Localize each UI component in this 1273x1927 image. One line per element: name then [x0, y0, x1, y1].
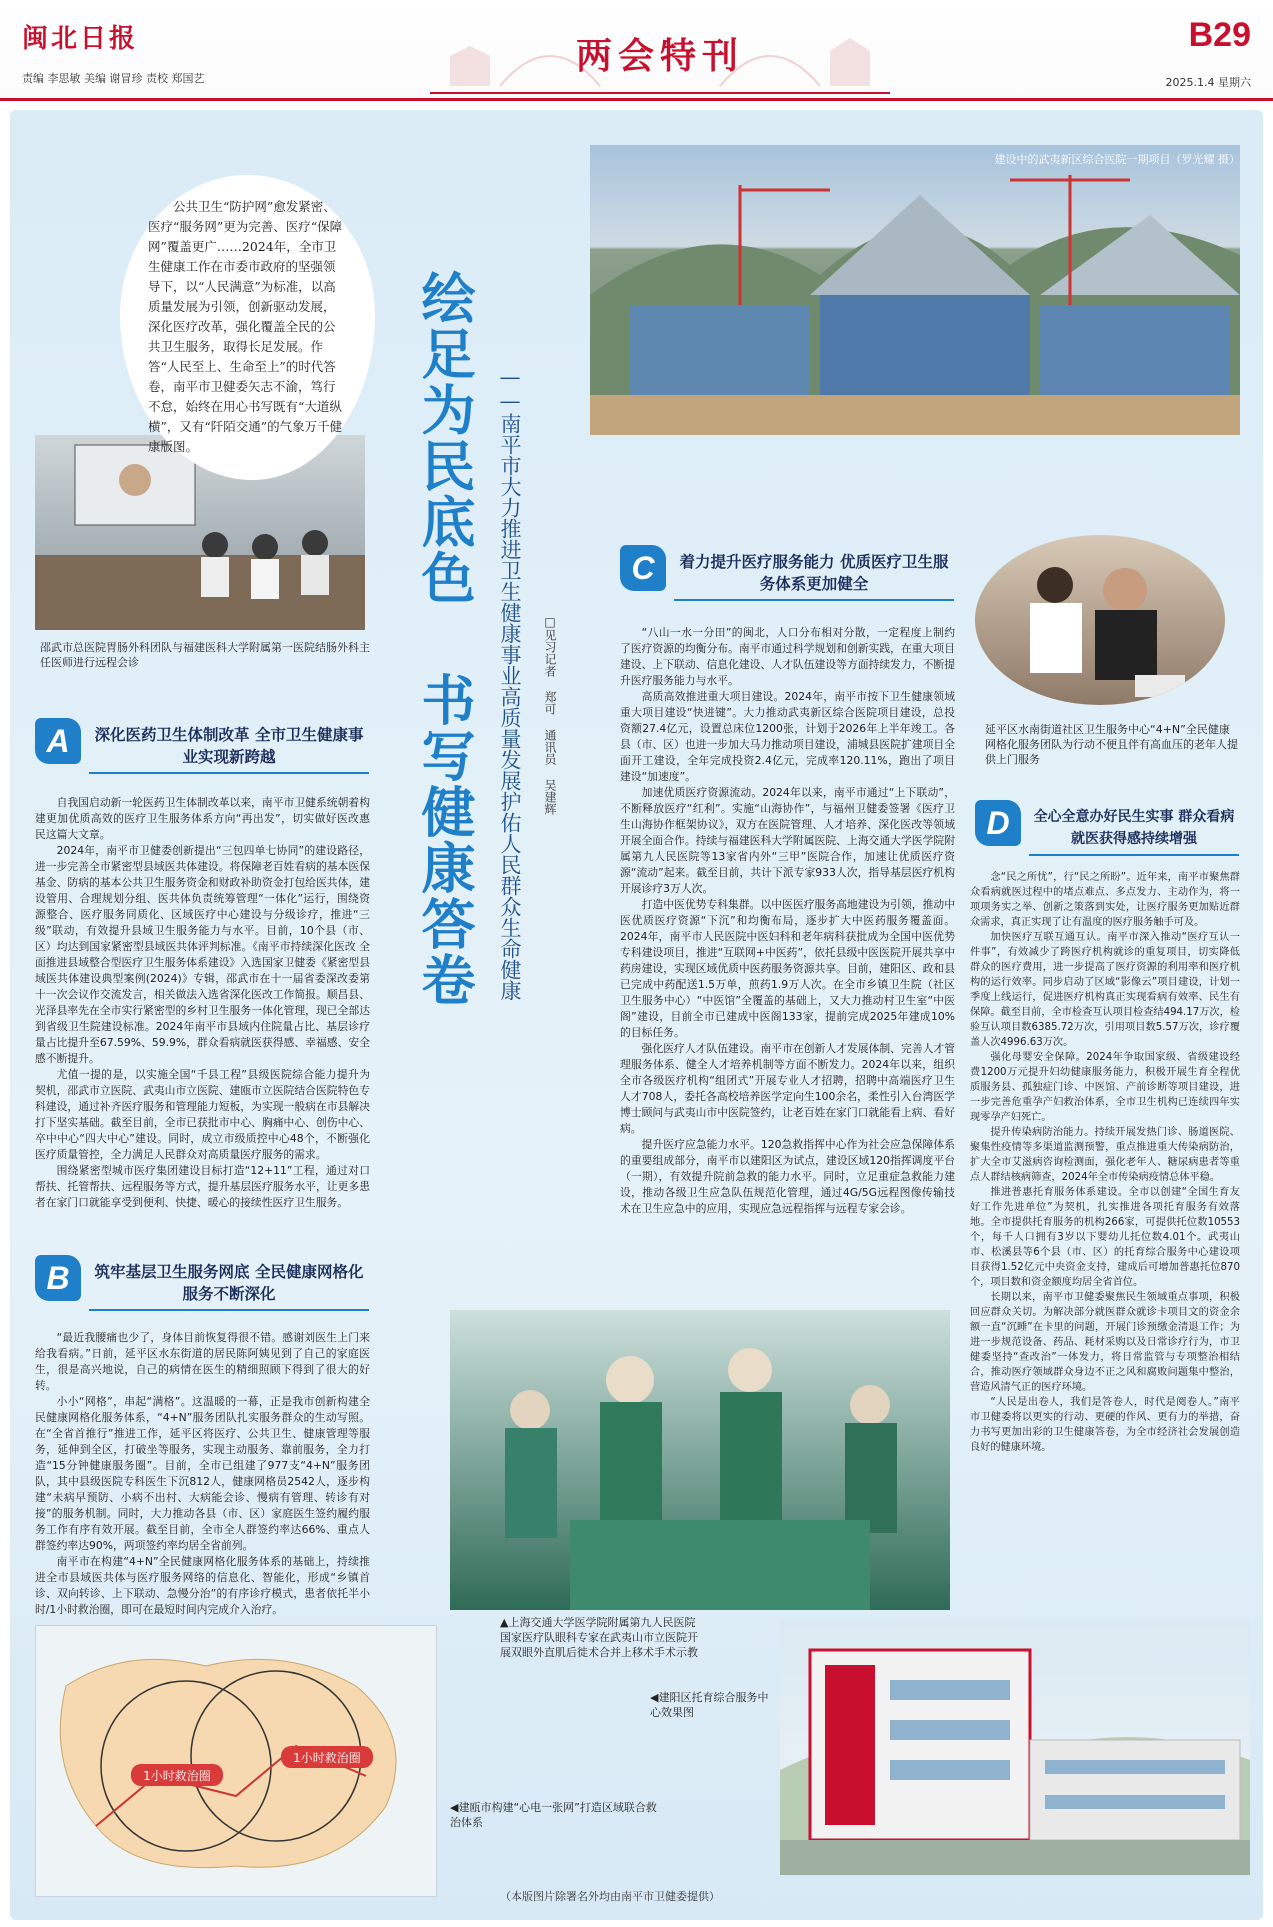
section-b-para: “最近我腰痛也少了，身体目前恢复得很不错。感谢刘医生上门来给我看病。”日前，延平区水东街道的居民陈阿姨见到了自己的家庭医生，很是高兴地说，自己的病情在医生的精细照顾下得到了很大的好转。 [35, 1331, 370, 1392]
section-c-para: 打造中医优势专科集群。以中医医疗服务高地建设为引领，推动中医优质医疗资源“下沉”和均衡布局，逐步扩大中医药服务覆盖面。2024年，南平市人民医院中医妇科和老年病科获批成为全国中医优势专科建设项目，推进“互联网+中医药”，依托县级中医医院开展共享中药房建设，实现区域优质中医药服务资源共享。目前，建阳区、政和县已完成中药配送1.5万单，煎药1.9万人次。在全市乡镇卫生院（社区卫生服务中心）“中医馆”全覆盖的基础上，又大力推动村卫生室“中医阁”建设，目前全市已建成中医阁133家，提前完成2025年建成10%的目标任务。 [620, 898, 955, 1039]
caption-construction: 建设中的武夷新区综合医院一期项目（罗光耀 摄） [994, 153, 1240, 166]
section-b-title: 筑牢基层卫生服务网底 全民健康网格化服务不断深化 [89, 1261, 369, 1311]
section-d-para: 加快医疗互联互通互认。南平市深入推动“医疗互认一件事”，有效减少了跨医疗机构就诊的重复项目，切实降低群众的医疗费用，进一步提高了医疗资源的利用率和医疗机构的运行效率。同步启动了区域“影像云”项目建设，计划一季度上线运行，促进医疗机构真正实现看病有效率、民生有保障。截至目前，全市检查互认项目检查结494.17万次，检验互认项目数6385.72万次，引用项目数5.57万次，诊疗覆盖人次4996.63万次。 [970, 932, 1240, 1048]
section-c-para: 加速优质医疗资源流动。2024年以来，南平市通过“上下联动”，不断释放医疗“红利”。实施“山海协作”，与福州卫健委签署《医疗卫生山海协作框架协议》，双方在医院管理、人才培养、深化医改等领域开展全面合作。持续与福建医科大学附属医院、上海交通大学医学院附属第九人民医院等13家省内外“三甲”医院合作，加速让优质医疗资源“流动”起来。截至目前，共计下派专家933人次，指导基层医疗机构开展诊疗3万人次。 [620, 786, 955, 895]
map-label-right: 1小时救治圈 [293, 1751, 361, 1765]
section-c-letter: C [620, 545, 666, 591]
photo-credit: （本版图片除署名外均由南平市卫健委提供） [500, 1890, 720, 1903]
section-d-heading [975, 800, 1245, 856]
rescue-circle-map [35, 1625, 437, 1897]
section-d-para: “人民是出卷人，我们是答卷人，时代是阅卷人。”南平市卫健委将以更实的行动、更硬的作风、更有力的举措，奋力书写更加出彩的卫生健康答卷，为全市经济社会发展创造良好的健康环境。 [970, 1397, 1240, 1453]
section-a-para: 2024年，南平市卫健委创新提出“三包四单七协同”的建设路径，进一步完善全市紧密型县域医共体建设。将保障老百姓看病的基本医保基金、防病的基本公共卫生服务资金和财政补助资金打包给医共体，建设管用、合理规划分组、医共体负责统筹管理“一体化”运行，围绕资源整合、医疗服务同质化、区域医疗中心建设与分级诊疗，推进“三级”联动，有效提升县域卫生服务能力与水平。目前，10个县（市、区）均达到国家紧密型县域医共体评判标准。《南平市持续深化医改 全面推进县域整合型医疗卫生服务体系建设》入选国家卫健委《紧密型县域医共体建设典型案例(2024)》专辑，邵武市在十一届省委深改委第十一次会议作交流发言，相关做法入选省深化医改工作简报。顺昌县、光泽县率先在全市实行紧密型的乡村卫生服务一体化管理，现已全部达到省级卫生院建设标准。2024年南平市县域内住院量占比、基层诊疗量占比提升至67.59%、59.9%，群众看病就医获得感、幸福感、安全感不断提升。 [35, 844, 370, 1065]
section-c-para: 高质高效推进重大项目建设。2024年，南平市按下卫生健康领域重大项目建设“快进键”。大力推动武夷新区综合医院项目建设，总投资额27.4亿元，设置总床位1200张，计划于2026年上半年竣工。各县（市、区）也进一步加大马力推动项目建设，浦城县医院扩建项目全面开工建设，全年完成投资2.4亿元，完成率120.11%，跑出了项目建设“加速度”。 [620, 690, 955, 783]
map-label-left: 1小时救治圈 [143, 1769, 211, 1783]
section-c-heading [620, 545, 960, 601]
caption-childcare: ◀建阳区托育综合服务中心效果图 [650, 1691, 769, 1719]
section-c-title: 着力提升医疗服务能力 优质医疗卫生服务体系更加健全 [674, 551, 954, 601]
section-d-letter: D [975, 800, 1021, 846]
childcare-center-render [780, 1620, 1250, 1875]
section-b-heading [35, 1255, 375, 1311]
section-d-para: 强化母婴安全保障。2024年争取国家级、省级建设经费1200万元提升妇幼健康服务能力，积极开展生育全程优质服务县、孤独症门诊、中医馆、产前诊断等项目建设，进一步完善危重孕产妇救治体系，全市卫生机构已连续四年实现零孕产妇死亡。 [970, 1052, 1240, 1123]
section-c-para: 提升医疗应急能力水平。120急救指挥中心作为社会应急保障体系的重要组成部分，南平市以建阳区为试点，建设区域120指挥调度平台（一期），有效提升院前急救的能力水平。同时，立足重症急救能力建设，推动各级卫生应急队伍规范化管理，通过4G/5G远程图像传输技术在卫生应急中的应用，实现应急远程指挥与远程专家会诊。 [620, 1138, 955, 1215]
section-a-title: 深化医药卫生体制改革 全市卫生健康事业实现新跨越 [89, 724, 369, 774]
section-a-para: 尤值一提的是，以实施全国“千县工程”县级医院综合能力提升为契机，邵武市立医院、武夷山市立医院、建瓯市立医院结合医院特色专科建设，通过补齐医疗服务和管理能力短板，为实现一般病在市县解决打下坚实基础。截至目前，全市已获批市中心、胸痛中心、创伤中心、卒中中心“四大中心”建设。同时，成立市级质控中心48个，不断强化医疗质量管控，全力满足人民群众对高质量医疗服务的需求。 [35, 1068, 370, 1161]
page-number: B29 [1188, 16, 1251, 54]
section-c-body [620, 625, 955, 1217]
section-c-para: “八山一水一分田”的闽北，人口分布相对分散，一定程度上制约了医疗资源的均衡分布。南平市通过科学规划和创新实践，在重大项目建设、上下联动、信息化建设、人才队伍建设等方面持续发力，不断提升医疗服务能力与水平。 [620, 626, 955, 687]
section-a-para: 围绕紧密型城市医疗集团建设目标打造“12+11”工程，通过对口帮扶、托管帮扶、远程服务等方式，提升基层医疗服务水平，让更多患者在家门口就能享受到便利、快捷、暖心的接续性医疗卫生服务。 [35, 1164, 370, 1209]
section-b-para: 南平市在构建“4+N”全民健康网格化服务体系的基础上，持续推进全市县域医共体与医疗服务网络的信息化、智能化，形成“乡镇首诊、双向转诊、上下联动、急慢分治”的有序诊疗模式，患者依托半小时/1小时救治圈，即可在最短时间内完成介入治疗。 [35, 1555, 370, 1616]
section-a-para: 自我国启动新一轮医药卫生体制改革以来，南平市卫健系统朝着构建更加优质高效的医疗卫生服务体系方向“再出发”，切实做好医改惠民这篇大文章。 [35, 796, 370, 841]
section-a-body [35, 795, 370, 1211]
intro-text: 公共卫生“防护网”愈发紧密、医疗“服务网”更为完善、医疗“保障网”覆盖更广……2024年，全市卫生健康工作在市委市政府的坚强领导下，以“人民满意”为标准，以高质量发展为引领，创新驱动发展，深化医疗改革，强化覆盖全民的公共卫生服务，取得长足发展。作答“人民至上、生命至上”的时代答卷，南平市卫健委矢志不渝，笃行不怠，始终在用心书写既有“大道纵横”，又有“阡陌交通”的气象万千健康版图。 [148, 199, 343, 454]
staff-line: 责编 李思敏 美编 谢冒珍 责校 郑国艺 [22, 72, 205, 85]
header-rule [0, 98, 1273, 101]
caption-home-visit: 延平区水南街道社区卫生服务中心“4+N”全民健康网格化服务团队为行动不便且伴有高血压的老年人提供上门服务 [985, 723, 1238, 766]
section-b-body [35, 1330, 370, 1618]
issue-date: 2025.1.4 星期六 [1165, 76, 1251, 89]
section-a-heading [35, 718, 375, 774]
section-d-para: 推进普惠托育服务体系建设。全市以创建“全国生育友好工作先进单位”为契机，扎实推进各项托育服务有效落地。全市提供托育服务的机构266家，可提供托位数10553个，每千人口拥有3岁以下婴幼儿托位数4.01个。武夷山市、松溪县等6个县（市、区）的托育综合服务中心建设项目获得1.52亿元中央资金支持，建成后可增加普惠托位870个，项目数和资金额度均居全省首位。 [970, 1187, 1240, 1288]
intro-bubble [120, 175, 375, 480]
section-c-para: 强化医疗人才队伍建设。南平市在创新人才发展体制、完善人才管理服务体系、健全人才培养机制等方面不断发力。2024年以来，组织全市各级医疗机构“组团式”开展专业人才招聘，招聘中高端医疗卫生人才708人，委托各高校培养医学定向生100余名，柔性引入台湾医学博士顾问与武夷山市中医院签约，让老百姓在家门口就能看上病、看好病。 [620, 1042, 955, 1135]
hospital-construction-photo [590, 145, 1240, 435]
masthead: 闽北日报 [22, 24, 139, 54]
caption-surgery: ▲上海交通大学医学院附属第九人民医院国家医疗队眼科专家在武夷山市立医院开展双眼外直肌后徙术合并上移术手术示教 [500, 1616, 698, 1659]
special-issue-title: 两会特刊 [575, 35, 744, 77]
section-d-body [970, 870, 1240, 1455]
sub-headline: ——南平市大力推进卫生健康事业高质量发展护佑人民群众生命健康 [498, 365, 522, 1001]
section-a-letter: A [35, 718, 81, 764]
section-b-letter: B [35, 1255, 81, 1301]
section-d-para: 念“民之所忧”，行“民之所盼”。近年来，南平市聚焦群众看病就医过程中的堵点难点、多点发力、主动作为，将一项项务实之举、创新之策落到实处，让医疗服务更加贴近群众需求，真正实现了让有温度的医疗服务触手可及。 [970, 872, 1240, 928]
surgery-photo [450, 1310, 950, 1610]
main-headline: 绘足为民底色 书写健康答卷 [413, 270, 477, 1008]
home-visit-photo [975, 535, 1225, 705]
caption-map: ◀建瓯市构建“心电一张网”打造区域联合救治体系 [450, 1801, 657, 1829]
caption-consultation: 邵武市总医院胃肠外科团队与福建医科大学附属第一医院结肠外科主任医师进行远程会诊 [40, 641, 370, 669]
section-d-para: 长期以来，南平市卫健委聚焦民生领域重点事项，积极回应群众关切。为解决部分就医群众就诊卡项目文的资金余额一直“沉睡”在卡里的问题，开展门诊预缴金清退工作；为进一步规范设备、药品、耗材采购以及日常诊疗行为，市卫健委坚持“查改治”一体发力，将日常监管与专项整治相结合，推动医疗领域群众身边不正之风和腐败问题集中整治，营造风清气正的医疗环境。 [970, 1292, 1240, 1393]
byline: □见习记者 郑可 通讯员 吴建辉 [543, 615, 557, 815]
section-b-para: 小小“网格”，串起“满格”。这温暖的一幕，正是我市创新构建全民健康网格化服务体系，“4+N”服务团队扎实服务群众的生动写照。在“全省首推行”推进工作，延平区将医疗、公共卫生、健康管理等服务，延伸到全区，打破坐等服务，实现主动服务、靠前服务，全力打造“15分钟健康服务圈”。目前，全市已组建了977支“4+N”服务团队，其中县级医院专科医生下沉812人，健康网格员2542人，逐步构建“未病早预防、小病不出村、大病能会诊、慢病有管理、转诊有对接”的服务机制。同时，大力推动各县（市、区）家庭医生签约履约服务工作有序有效开展。截至目前，全市全人群签约率达66%、重点人群签约率达90%，两项签约率均居全省前列。 [35, 1395, 370, 1552]
section-d-para: 提升传染病防治能力。持续开展发热门诊、肠道医院、聚集性疫情等多渠道监测预警，重点推进重大传染病防治，扩大全市艾滋病咨询检测面，强化老年人、糖尿病患者等重点人群结核病筛查，2024年全市传染病疫情总体平稳。 [970, 1127, 1240, 1183]
page-header [0, 0, 1273, 100]
section-d-title: 全心全意办好民生实事 群众看病就医获得感持续增强 [1029, 806, 1239, 856]
